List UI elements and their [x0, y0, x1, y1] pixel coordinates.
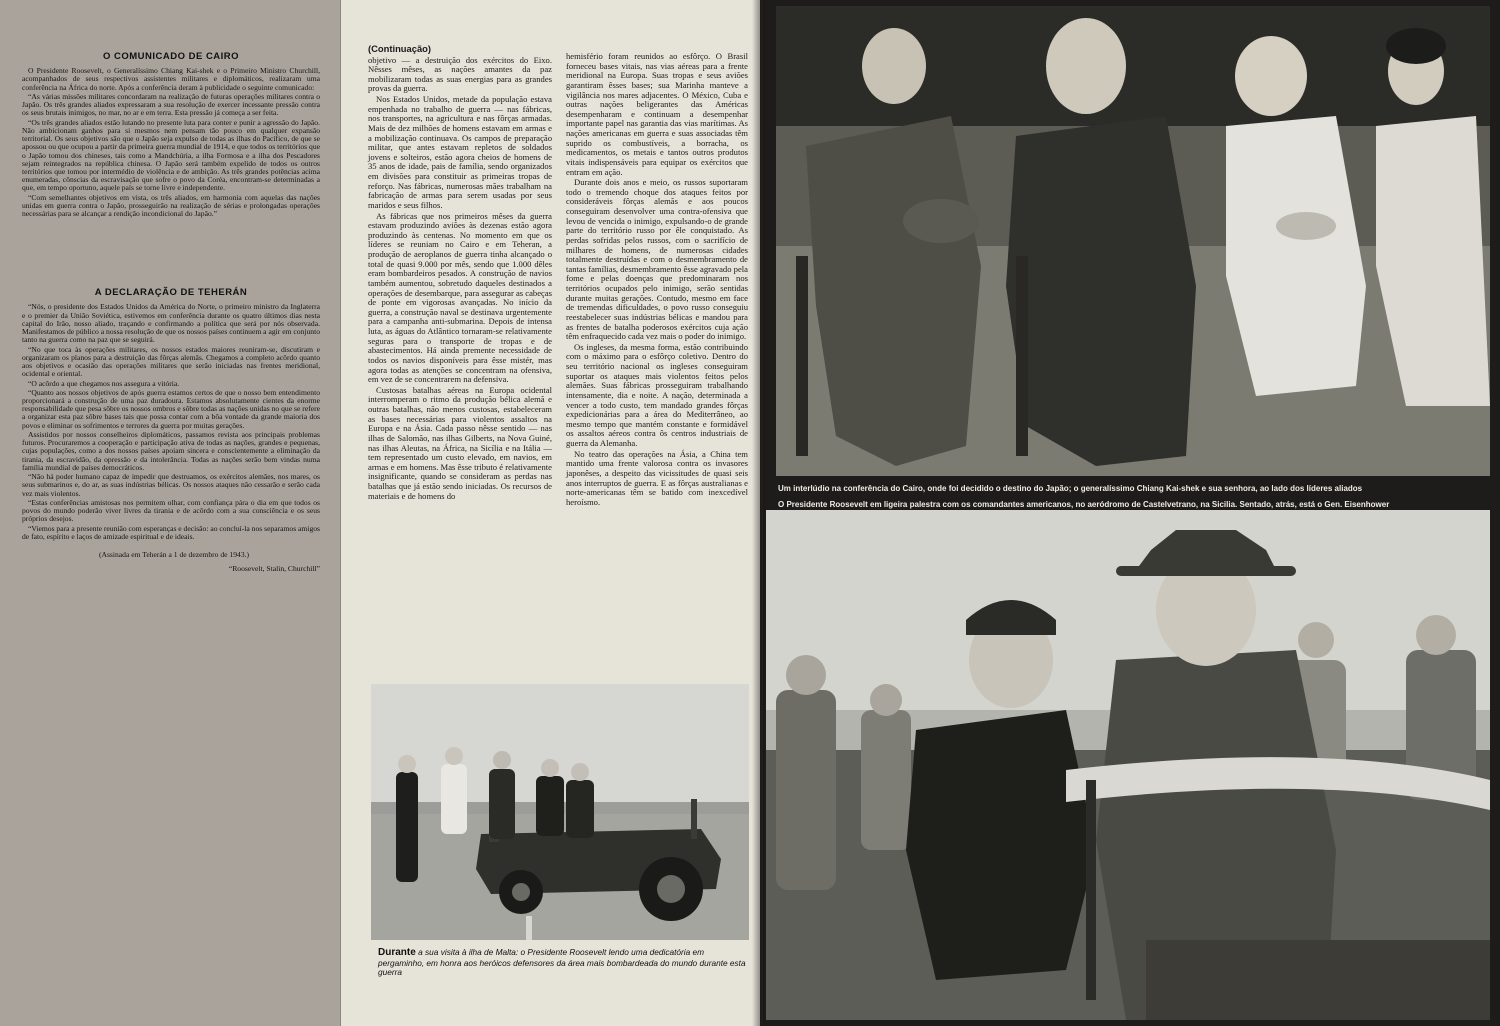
- photo-malta-jeep: [371, 684, 749, 940]
- tehran-title: A DECLARAÇÃO DE TEHERÁN: [94, 287, 248, 299]
- article-paragraph: Durante dois anos e meio, os russos suportaram todo o tremendo choque dos ataques feitos por consideráveis fôrças alemãs e aos poucos conseguiram desenvolver uma contra-ofensiva que levou de vencida o inimigo, expulsando-o de grande parte do território russo por êle conquistado. As perdas sofridas pelos russos, com o sacrifício de milhares de homens, de numerosas cidades totalmente destruídas e com o desmembramento de tantas famílias, desmembramento êsse agravado pela fome e pelas doenças que predominaram nos territórios ocupados pelo inimigo, serão sentidas durante muitas gerações. Contudo, mesmo em face de tremendas dificuldades, o povo russo conseguiu reestabelecer suas indústrias bélicas e mandou para as frentes de batalha poderosos exércitos cuja ação têm enfraquecido cada vez mais o poder do inimigo.: [566, 177, 748, 342]
- cairo-paragraph: “Com semelhantes objetivos em vista, os três aliados, em harmonia com aquelas das nações unidas em guerra contra o Japão, prosseguirão na realização de sérias e prolongadas operações necessárias para se alcançar a rendição incondicional do Japão.”: [22, 192, 320, 218]
- article-paragraph: No teatro das operações na Ásia, a China tem mantido uma frente valorosa contra os invasores japonêses, a despeito das vicissitudes de quasi seis anos interruptos de guerra. E as fôrças australianas e norte-americanas têm se batido com inexcedível heroísmo.: [566, 448, 748, 507]
- tehran-paragraph: “Viemos para a presente reunião com esperanças e decisão: ao concluí-la nos separamos amigos de fato, espírito e laços de amizade espiritual e de ideais.: [22, 523, 320, 541]
- photo-sicily-jeep: [766, 510, 1490, 1020]
- tehran-paragraph: “Quanto aos nossos objetivos de após guerra estamos certos de que o nosso bem entendimento proporcionará a construção de uma paz duradoura. Estamos absolutamente cientes da enorme responsabilidade que pesa sôbre os nossos ombros e sôbre todas as nações unidas no que se refere a organizar esta paz sôbre bases tais que possa contar com a bôa vontade da grande maioria dos povos e eliminar os sofrimentos e terrores da guerra por muitas gerações.: [22, 387, 320, 430]
- cairo-paragraph: “Os três grandes aliados estão lutando no presente luta para conter e punir a agressão do Japão. Não ambicionam ganhos para si mesmos nem pensam tão pouco em qualquer expansão territorial. Os seus objetivos são que o Japão seja expulso de todas as ilhas do Pacífico, de que se apossou ou que ocupou a partir da primeira guerra mundial de 1914, e que todos os territórios que o Japão tomou dos chineses, tais como a Mandchúria, a ilha Formosa e a ilha dos Pescadores sejam reintegrados na república chinesa. O Japão será também expelido de todos os outros territórios que tomou por intermédio de violência e de ambição. As três grandes potências acima enumeradas, cônscias da escravisação que sofre o povo da Coréa, encontram-se determinadas a que, em tempo oportuno, aquele país se torne livre e independente.: [22, 117, 320, 193]
- caption-text: a sua visita à ilha de Malta: o Presidente Roosevelt lendo uma dedicatória em pergaminho, em honra aos heróicos defensores da área mais bombardeada do mundo durante esta guerra: [378, 947, 746, 978]
- tehran-paragraph: “O acôrdo a que chegamos nos assegura a vitória.: [28, 378, 180, 388]
- cairo-caption: Um interlúdio na conferência do Cairo, onde foi decidido o destino do Japão; o generalíssimo Chiang Kai-shek e sua senhora, ao lado dos líderes aliados: [778, 484, 1363, 493]
- article-paragraph: objetivo — a destruição dos exércitos do Eixo. Nêsses mêses, as nações amantes da paz mobilizaram todas as suas energias para as grandes provas da guerra.: [368, 54, 552, 94]
- cairo-paragraph: “As várias missões militares concordaram na realização de futuras operações militares contra o Japão. Os três grandes aliados expressaram a sua resolução de exercer incessante pressão contra os seus brutais inimigos, no mar, no ar e em terra. Esta pressão já começa a ser feita.: [22, 92, 320, 118]
- article-column-2: [566, 52, 748, 508]
- article-paragraph: Custosas batalhas aéreas na Europa ocidental interromperam o ritmo da produção bélica alemã e outras batalhas, não menos custosas, estabeleceram as bases necessárias para violentos assaltos na Europa e na Ásia. Cada passo nêsse sentido — nas ilhas de Salomão, nas ilhas Gilberts, na Nova Guiné, nas ilhas Aleutas, na África, na Sicília e na Itália — tem representado um custo elevado, em navios, em armas e em homens. Mas êsse tributo é relativamente insignificante, quando se consideram as perdas nas batalhas que já estão sendo iniciadas. Os recursos de materiais e de homens do: [368, 384, 552, 501]
- photo-cairo-conference: [776, 6, 1490, 476]
- article-paragraph: Nos Estados Unidos, metade da população estava empenhada no trabalho de guerra — nas fábricas, nos transportes, na agricultura e nas fôrças armadas. Mais de dez milhões de homens estavam em armas e a mobilização continuava. Os campos de preparação militar, que antes estavam repletos de soldados jovens e solteiros, estão agora cheios de homens de 35 anos de idade, pais de família, sendo organizados em divisões para constituir as primeiras tropas de reforço. Nas fábricas, numerosas mães trabalham na fabricação de armas para serem usadas por seus maridos e seus filhos.: [368, 94, 552, 210]
- cairo-title: O COMUNICADO DE CAIRO: [102, 51, 240, 62]
- signers: “Roosevelt, Stalin, Churchill”: [228, 564, 320, 574]
- left-page: [0, 0, 340, 1026]
- malta-caption: [378, 947, 752, 978]
- caption-lead-word: Durante: [378, 947, 416, 958]
- tehran-paragraph: “Nós, o presidente dos Estados Unidos da América do Norte, o primeiro ministro da Inglaterra e o premier da União Soviética, estivemos em conferência durante os quatro últimos dias nesta capital do Irão, nosso aliado, traçando e confirmando a política que será por nós observada. Manifestamos de público a nossa resolução de que os nossos países continuem a agir em conjunto tanto na guerra como na paz que se seguirá.: [22, 302, 320, 345]
- article-column-1: [368, 44, 552, 502]
- sicily-caption: O Presidente Roosevelt em ligeira palestra com os comandantes americanos, no aeródromo de Castelvetrano, na Sicilia. Sentado, atrás, está o Gen. Eisenhower: [778, 500, 1390, 509]
- cairo-paragraph: O Presidente Roosevelt, o Generalíssimo Chiang Kai-shek e o Primeiro Ministro Churchill, acompanhados de seus respectivos assistentes militares e diplomáticos, realizaram uma conferência na África do norte. Após a conferência deram à publicidade o seguinte comunicado:: [22, 66, 320, 92]
- article-paragraph: As fábricas que nos primeiros mêses da guerra estavam produzindo aviões às dezenas estão agora produzindo às centenas. No momento em que os líderes se reuniam no Cairo e em Teheran, a produção de aeroplanos de guerra tinha alcançado o total de quasi 9.000 por mês, sendo que 1.000 dêles eram bombardeiros pesados. A construção de navios também aumentou, sobretudo daqueles destinados a operações de desembarque, para assegurar as cabeças de ponte em vigorosas avançadas. No início da guerra, a construção naval se destinava urgentemente para a campanha anti-submarina. Depois de intensa luta, as águas do Atlântico tornaram-se relativamente seguras para o transporte de tropas e de abastecimentos. Há ainda premente necessidade de todos os navios disponíveis para êsse mistér, mas agora todas as atenções se concentram na ofensiva, em vez de se concentrarem na defensiva.: [368, 210, 552, 385]
- left-text-block: [22, 52, 320, 575]
- signed-date: (Assinada em Teherán a 1 de dezembro de 1943.): [98, 550, 250, 559]
- article-paragraph: Os ingleses, da mesma forma, estão contribuindo com o máximo para o esfôrço coletivo. Dentro do seu território nacional os ingleses conseguiram suportar os ataques mais violentos feitos pelos alemães. Suas fábricas prosseguiram trabalhando intensamente, dia e noite. A nação, determinada a vencer a todo custo, tem mandado grandes fôrças expedicionárias para a área do Mediterrâneo, ao mesmo tempo que mantém constante e formidável os assaltos aéreos contra ôs centros industriais de guerra da Alemanha.: [566, 341, 748, 448]
- article-paragraph: hemisfério foram reunidos ao esfôrço. O Brasil forneceu bases vitais, nas vias aéreas para a frente meridional na Europa. Suas tropas e seus aviões garantiram êsses bases; sua Marinha manteve a vigilância nos mares adjacentes. O México, Cuba e outras nações beligerantes das Américas desempenharam e continuam a desempenhar importante papel nas garantia das vias marítimas. As nações americanas em guerra e suas associadas têm suprido os combustíveis, a borracha, os medicamentos, os metais e tantos outros produtos vitais indispensáveis para equipar os exércitos que entram em ação.: [566, 51, 748, 177]
- continuation-label: (Continuação): [368, 43, 432, 54]
- tehran-paragraph: “Estas conferências amistosas nos permitem olhar, com confiança pára o dia em que todos os povos do mundo poderão viver livres da tirania e de acôrdo com a sua consciência e os seus próprios desejos.: [22, 497, 320, 524]
- tehran-paragraph: “No que toca às operações militares, os nossos estados maiores reuniram-se, discutiram e organizaram os planos para a destruição das fôrças alemãs. Chegamos a completo acôrdo quanto aos objetivos e ocasião das operações militares que serão iniciadas nas frentes meridional, ocidental e oriental.: [22, 344, 320, 379]
- tehran-paragraph: Assistidos por nossos conselheiros diplomáticos, passamos revista aos principais problemas futuros. Procuraremos a cooperação e participação ativa de todas as nações, grandes e pequenas, cujas populações, como a dos nossos países apoiam sincera e conscientemente a eliminação da tirania, da escravidão, da opressão e da intolerância. Todas as nações serão bem vindas numa família mundial de países democráticos.: [22, 430, 320, 472]
- tehran-paragraph: “Não há poder humano capaz de impedir que destruamos, os exércitos alemães, nos mares, os seus submarinos e, do ar, as suas indústrias bélicas. Os nossos ataques não cessarão e serão cada vez mais violentos.: [22, 472, 320, 498]
